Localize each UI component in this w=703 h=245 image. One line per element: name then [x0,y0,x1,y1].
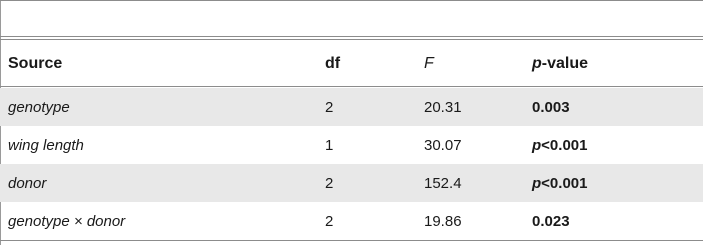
row-p-number: 0.003 [532,98,570,116]
row-p-letter: p [532,136,542,154]
header-p-suffix: -value [541,55,589,72]
header-df: df [325,55,341,72]
row-f: 20.31 [424,98,462,116]
row-p-value [532,202,570,240]
header-rule-lower [0,39,703,40]
row-df: 1 [325,136,334,154]
header-bottom-rule [0,86,703,87]
row-p-number: 0.023 [532,212,570,230]
row-source: genotype [8,98,70,116]
row-f: 152.4 [424,174,462,192]
row-source: genotype × donor [8,212,126,230]
header-rule-upper [0,36,703,37]
row-source: wing length [8,136,84,154]
row-df: 2 [325,98,334,116]
row-p-value [532,126,587,164]
row-df: 2 [325,174,334,192]
row-f: 30.07 [424,136,462,154]
row-source: donor [8,174,47,192]
row-p-value [532,88,570,126]
table-row [0,202,703,240]
table-header-row [0,44,703,84]
row-f: 19.86 [424,212,462,230]
table-row [0,164,703,202]
header-p-letter: p [532,55,542,72]
table-bottom-rule [0,240,703,241]
table-row [0,88,703,126]
row-p-letter: p [532,174,542,192]
header-p-value [532,44,588,84]
top-rule [0,0,703,1]
row-p-value [532,164,587,202]
header-f: F [424,55,434,72]
table-row [0,126,703,164]
row-p-number: <0.001 [541,174,588,192]
header-source: Source [8,55,63,72]
row-p-number: <0.001 [541,136,588,154]
row-df: 2 [325,212,334,230]
